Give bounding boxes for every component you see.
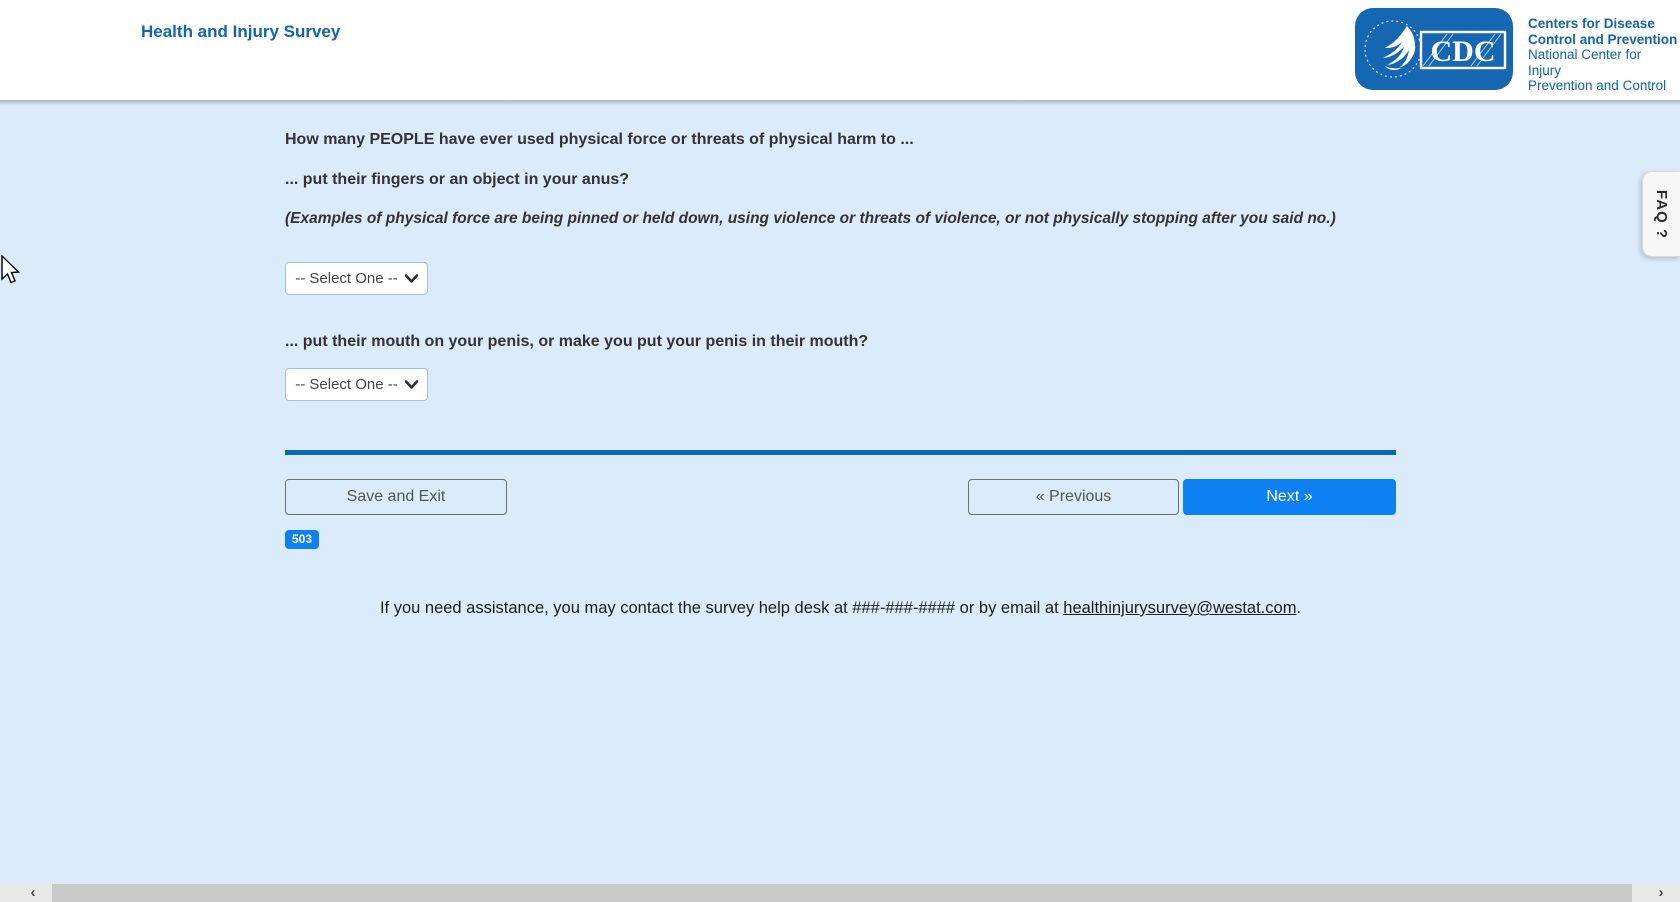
cdc-logo [1355, 8, 1513, 90]
section-divider [285, 450, 1396, 455]
answer-select-1[interactable] [285, 262, 428, 295]
select-value: -- Select One -- [295, 270, 398, 287]
question-prompt-2: ... put their mouth on your penis, or make you put your penis in their mouth? [285, 333, 869, 350]
question-number-badge: 503 [285, 530, 319, 549]
answer-select-2[interactable] [285, 368, 428, 401]
chevron-down-icon [405, 274, 418, 283]
question-prompt-1: ... put their fingers or an object in your anus? [285, 171, 630, 188]
cdc-acronym-text: CDC [1430, 35, 1496, 68]
mouse-cursor [1, 255, 23, 287]
help-email-link[interactable]: healthinjurysurvey@westat.com [1063, 599, 1297, 617]
header [0, 0, 1680, 100]
question-note: (Examples of physical force are being pinned or held down, using violence or threats of violence, or not physically stopping after you said no.) [285, 210, 1336, 227]
faq-tab[interactable] [1642, 171, 1680, 257]
help-text-after: . [1296, 599, 1302, 617]
chevron-down-icon [405, 380, 418, 389]
save-and-exit-button[interactable]: Save and Exit [285, 479, 507, 515]
scroll-left-arrow-icon[interactable]: ‹ [30, 884, 36, 901]
hhs-eagle-icon [1355, 8, 1513, 90]
center-line: National Center for Injury [1528, 47, 1642, 78]
question-stem: How many PEOPLE have ever used physical force or threats of physical harm to ... [285, 131, 914, 148]
help-text-before: If you need assistance, you may contact the survey help desk at ###-###-#### or by email at [379, 599, 1064, 617]
header-shadow [0, 100, 1680, 106]
previous-button[interactable]: « Previous [968, 479, 1179, 515]
faq-label: FAQ [1653, 189, 1670, 224]
scroll-right-arrow-icon[interactable]: › [1658, 884, 1664, 901]
scrollbar-thumb[interactable] [52, 884, 1632, 902]
select-value: -- Select One -- [295, 376, 398, 393]
org-line: Centers for Disease [1528, 16, 1655, 31]
question-mark-icon: ? [1653, 228, 1670, 239]
faq-tab-label [1653, 189, 1670, 238]
center-line: Prevention and Control [1528, 78, 1667, 93]
cdc-org-text [1528, 16, 1678, 94]
page-title: Health and Injury Survey [141, 22, 341, 41]
next-button[interactable]: Next » [1183, 479, 1396, 515]
help-text [285, 599, 1396, 618]
org-line: Control and Prevention [1528, 31, 1678, 47]
horizontal-scrollbar[interactable] [0, 884, 1680, 902]
